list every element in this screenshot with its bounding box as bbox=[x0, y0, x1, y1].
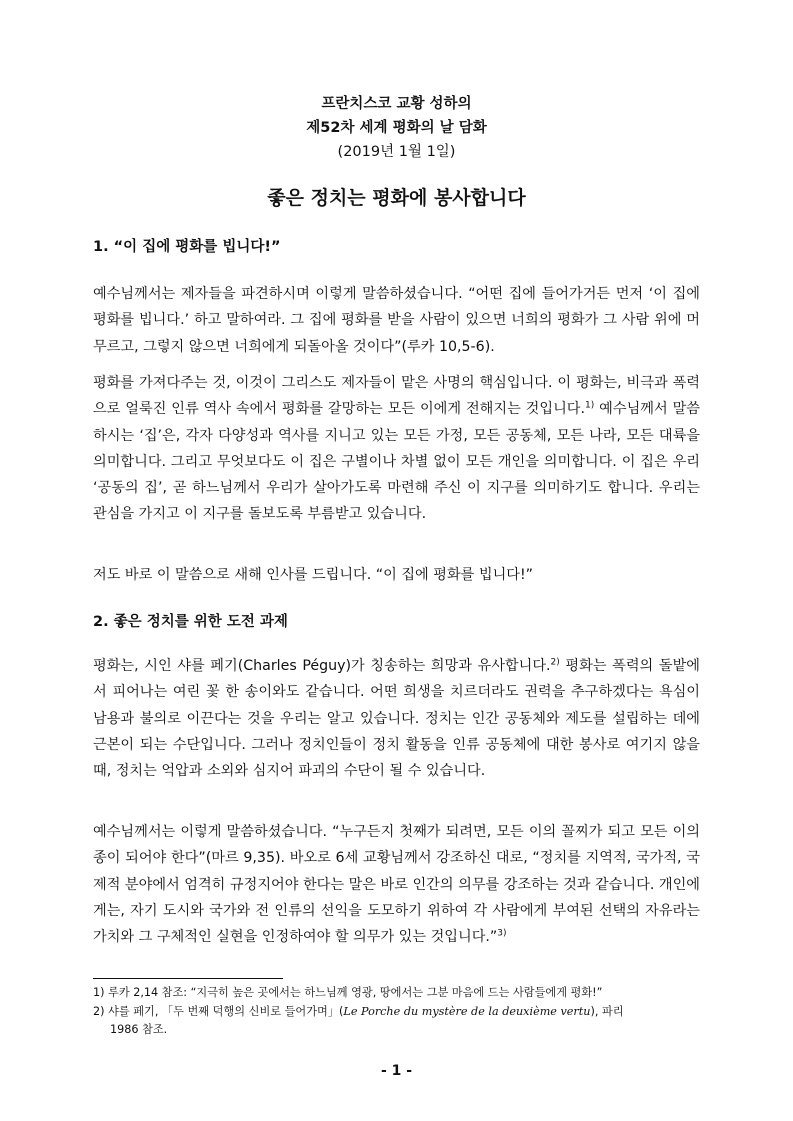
footnote-2-part-a: 2) 샤를 페기, 「두 번째 덕행의 신비로 들어가며」( bbox=[93, 1005, 344, 1018]
footnote-1: 1) 루카 2,14 참조: “지극히 높은 곳에서는 하느님께 영광, 땅에서는 그분 마음에 드는 사람들에게 평화!” bbox=[93, 986, 603, 999]
page-number: - 1 - bbox=[380, 1063, 413, 1079]
paragraph-4-part-b: 평화는 폭력의 돌밭에서 피어나는 여린 꽃 한 송이와도 같습니다. 어떤 희생을 치르더라도 권력을 추구하겠다는 욕심이 남용과 불의로 이끈다는 것을 우리는 알고 있습니다. 정치는 인간 공동체와 제도를 설립하는 데에 근본이 되는 수단입니다. 그러나 정치인들이 정치 활동을 인류 공동체에 대한 봉사로 여기지 않을 때, 정치는 억압과 소외와 심지어 파괴의 수단이 될 수 있습니다. bbox=[93, 658, 700, 780]
paragraph-2 bbox=[93, 370, 700, 528]
paragraph-2-part-b: 예수님께서 말씀하시는 ‘집’은, 각자 다양성과 역사를 지니고 있는 모든 가정, 모든 공동체, 모든 나라, 모든 대륙을 의미합니다. 그리고 무엇보다도 이 집은 구별이나 차별 없이 모든 개인을 의미합니다. 이 집은 우리 ‘공동의 집’, 곧 하느님께서 우리가 살아가도록 마련해 주신 이 지구를 의미하기도 합니다. 우리는 관심을 가지고 이 지구를 돌보도록 부름받고 있습니다. bbox=[93, 401, 700, 523]
footnote-ref-3: 3) bbox=[497, 928, 507, 939]
paragraph-5-text: 예수님께서는 이렇게 말씀하셨습니다. “누구든지 첫째가 되려면, 모든 이의 꼴찌가 되고 모든 이의 종이 되어야 한다”(마르 9,35). 바오로 6세 교황님께서 강조하신 대로, “정치를 지역적, 국가적, 국제적 분야에서 엄격히 규정지어야 한다는 말은 바로 인간의 의무를 강조하는 것과 같습니다. 개인에게는, 자기 도시와 국가와 전 인류의 선익을 도모하기 위하여 각 사람에게 부여된 선택의 자유라는 가치와 그 구체적인 실현을 인정하여야 할 의무가 있는 것입니다.” bbox=[93, 824, 700, 946]
footnote-2-french-title: Le Porche du mystère de la deuxième vertu bbox=[343, 1005, 591, 1018]
paragraph-1: 예수님께서는 제자들을 파견하시며 이렇게 말씀하셨습니다. “어떤 집에 들어가거든 먼저 ‘이 집에 평화를 빕니다.’ 하고 말하여라. 그 집에 평화를 받을 사람이 있으면 너희의 평화가 그 사람 위에 머무르고, 그렇지 않으면 너희에게 되돌아올 것이다”(루카 10,5-6). bbox=[93, 286, 700, 355]
paragraph-4 bbox=[93, 653, 700, 784]
document-title: 좋은 정치는 평화에 봉사합니다 bbox=[267, 187, 526, 209]
footnote-2-part-b: ), 파리 bbox=[590, 1005, 624, 1018]
footnote-2 bbox=[93, 1003, 700, 1039]
section-heading-2: 2. 좋은 정치를 위한 도전 과제 bbox=[93, 614, 288, 630]
section-heading-1: 1. “이 집에 평화를 빕니다!” bbox=[93, 239, 281, 255]
footnote-2-part-c: 1986 참조. bbox=[110, 1023, 168, 1036]
paragraph-3: 저도 바로 이 말씀으로 새해 인사를 드립니다. “이 집에 평화를 빕니다!” bbox=[93, 567, 534, 583]
paragraph-2-part-a: 평화를 가져다주는 것, 이것이 그리스도 제자들이 맡은 사명의 핵심입니다. 이 평화는, 비극과 폭력으로 얼룩진 인류 역사 속에서 평화를 갈망하는 모든 이에게 전해지는 것입니다. bbox=[93, 375, 700, 418]
footnote-divider bbox=[93, 978, 283, 979]
header-line-1: 프란치스코 교황 성하의 bbox=[321, 96, 472, 112]
paragraph-5 bbox=[93, 819, 700, 950]
paragraph-4-part-a: 평화는, 시인 샤를 페기(Charles Péguy)가 칭송하는 희망과 유사합니다. bbox=[93, 658, 551, 674]
header-date: (2019년 1월 1일) bbox=[337, 144, 456, 160]
header-line-2: 제52차 세계 평화의 날 담화 bbox=[306, 120, 487, 136]
footnote-ref-1: 1) bbox=[585, 400, 595, 411]
footnote-ref-2: 2) bbox=[550, 657, 560, 668]
